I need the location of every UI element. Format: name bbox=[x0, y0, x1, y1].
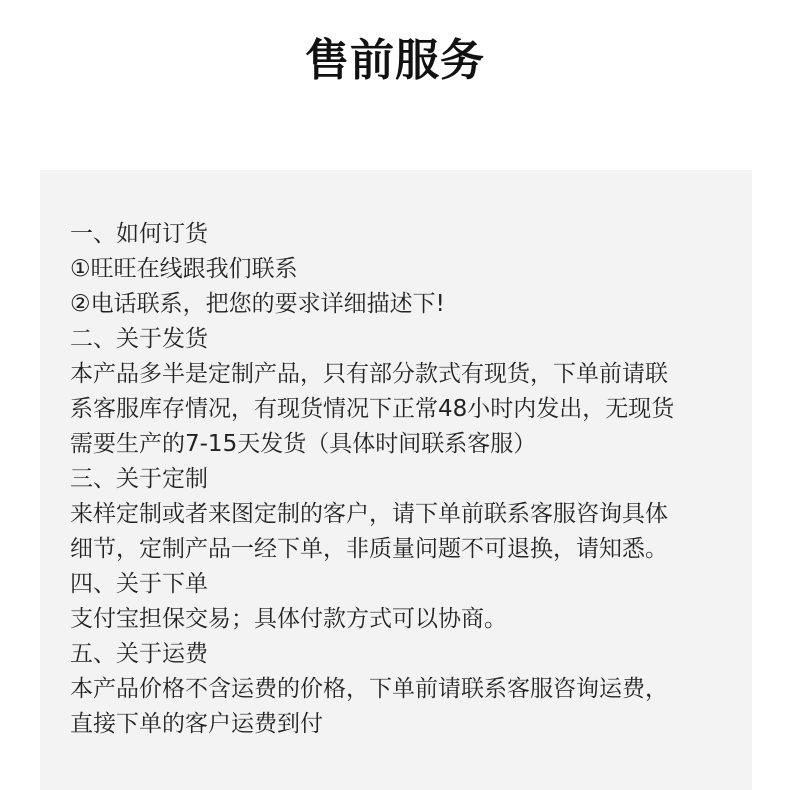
page-title: 售前服务 bbox=[305, 35, 485, 86]
section-heading-shipping-fee: 五、关于运费 bbox=[70, 641, 208, 667]
text-line: 本产品价格不含运费的价格，下单前请联系客服咨询运费， bbox=[70, 676, 668, 702]
text-line: 系客服库存情况，有现货情况下正常48小时内发出，无现货 bbox=[70, 396, 675, 422]
text-line: 需要生产的7-15天发货（具体时间联系客服） bbox=[70, 431, 537, 457]
info-text bbox=[70, 217, 730, 742]
text-line: 支付宝担保交易；具体付款方式可以协商。 bbox=[70, 606, 507, 632]
section-heading-customization: 三、关于定制 bbox=[70, 466, 208, 492]
section-heading-shipping: 二、关于发货 bbox=[70, 326, 208, 352]
text-line: 直接下单的客户运费到付 bbox=[70, 711, 323, 737]
section-heading-ordering: 一、如何订货 bbox=[70, 221, 208, 247]
text-line: 来样定制或者来图定制的客户，请下单前联系客服咨询具体 bbox=[70, 501, 668, 527]
text-line: ①旺旺在线跟我们联系 bbox=[70, 256, 298, 282]
section-heading-order-placement: 四、关于下单 bbox=[70, 571, 208, 597]
info-panel bbox=[40, 170, 752, 790]
text-line: 细节，定制产品一经下单，非质量问题不可退换，请知悉。 bbox=[70, 536, 668, 562]
text-line: ②电话联系，把您的要求详细描述下! bbox=[70, 291, 445, 317]
text-line: 本产品多半是定制产品，只有部分款式有现货，下单前请联 bbox=[70, 361, 668, 387]
